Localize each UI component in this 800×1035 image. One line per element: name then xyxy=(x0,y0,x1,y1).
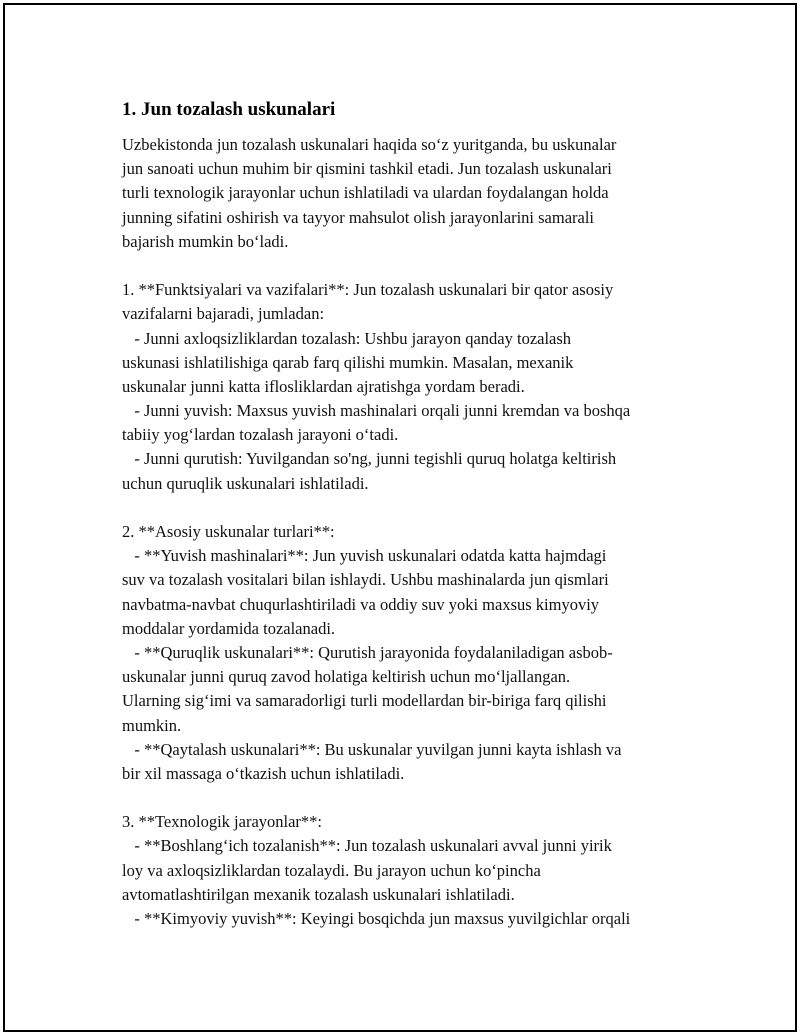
intro-paragraph xyxy=(122,133,702,254)
document-body xyxy=(122,97,702,931)
text-line: tabiiy yog‘lardan tozalash jarayoni o‘tadi. xyxy=(122,425,399,445)
text-line: uskunalar junni katta iflosliklardan ajratishga yordam beradi. xyxy=(122,376,525,396)
text-line: 2. **Asosiy uskunalar turlari**: xyxy=(122,522,335,541)
text-line: suv va tozalash vositalari bilan ishlaydi. Ushbu mashinalarda jun qismlari xyxy=(122,570,609,590)
section-functions xyxy=(122,278,702,496)
document-page xyxy=(3,3,797,1032)
section-equipment-types xyxy=(122,520,702,786)
text-line: junning sifatini oshirish va tayyor mahsulot olish jarayonlarini samarali xyxy=(122,207,594,227)
text-line: loy va axloqsizliklardan tozalaydi. Bu jarayon uchun ko‘pincha xyxy=(122,860,541,880)
text-line: navbatma-navbat chuqurlashtiriladi va oddiy suv yoki maxsus kimyoviy xyxy=(122,594,600,614)
text-line: moddalar yordamida tozalanadi. xyxy=(122,618,336,638)
text-line: - **Kimyoviy yuvish**: Keyingi bosqichda jun maxsus yuvilgichlar orqali xyxy=(122,909,631,928)
section-processes xyxy=(122,810,702,931)
paragraph-gap xyxy=(122,496,702,520)
text-line: - Junni qurutish: Yuvilgandan so'ng, junni tegishli quruq holatga keltirish xyxy=(122,449,617,469)
text-line: uchun quruqlik uskunalari ishlatiladi. xyxy=(122,473,369,493)
text-line: 1. **Funktsiyalari va vazifalari**: Jun tozalash uskunalari bir qator asosiy xyxy=(122,280,614,300)
text-line: - **Boshlang‘ich tozalanish**: Jun tozalash uskunalari avval junni yirik xyxy=(122,836,612,856)
text-line: Ularning sig‘imi va samaradorligi turli modellardan bir-biriga farq qilishi xyxy=(122,691,607,711)
text-line: vazifalarni bajaradi, jumladan: xyxy=(122,304,325,324)
text-line: uskunasi ishlatilishiga qarab farq qilishi mumkin. Masalan, mexanik xyxy=(122,352,574,372)
text-line: - **Qaytalash uskunalari**: Bu uskunalar yuvilgan junni kayta ishlash va xyxy=(122,739,622,759)
text-line: bir xil massaga o‘tkazish uchun ishlatiladi. xyxy=(122,763,405,783)
text-line: - **Quruqlik uskunalari**: Qurutish jarayonida foydalaniladigan asbob- xyxy=(122,642,613,662)
text-line: avtomatlashtirilgan mexanik tozalash uskunalari ishlatiladi. xyxy=(122,884,515,904)
text-line: - Junni axloqsizliklardan tozalash: Ushbu jarayon qanday tozalash xyxy=(122,328,572,348)
text-line: - **Yuvish mashinalari**: Jun yuvish uskunalari odatda katta hajmdagi xyxy=(122,546,607,566)
text-line: mumkin. xyxy=(122,715,182,735)
paragraph-gap xyxy=(122,786,702,810)
text-line: turli texnologik jarayonlar uchun ishlatiladi va ulardan foydalangan holda xyxy=(122,183,609,203)
text-line: bajarish mumkin bo‘ladi. xyxy=(122,231,289,251)
text-line: - Junni yuvish: Maxsus yuvish mashinalari orqali junni kremdan va boshqa xyxy=(122,401,631,421)
text-line: 3. **Texnologik jarayonlar**: xyxy=(122,812,323,832)
text-line: jun sanoati uchun muhim bir qismini tashkil etadi. Jun tozalash uskunalari xyxy=(122,159,612,179)
paragraph-gap xyxy=(122,254,702,278)
text-line: Uzbekistonda jun tozalash uskunalari haqida so‘z yuritganda, bu uskunalar xyxy=(122,135,617,154)
text-line: uskunalar junni quruq zavod holatiga keltirish uchun mo‘ljallangan. xyxy=(122,667,571,687)
document-title: 1. Jun tozalash uskunalari xyxy=(122,99,336,120)
